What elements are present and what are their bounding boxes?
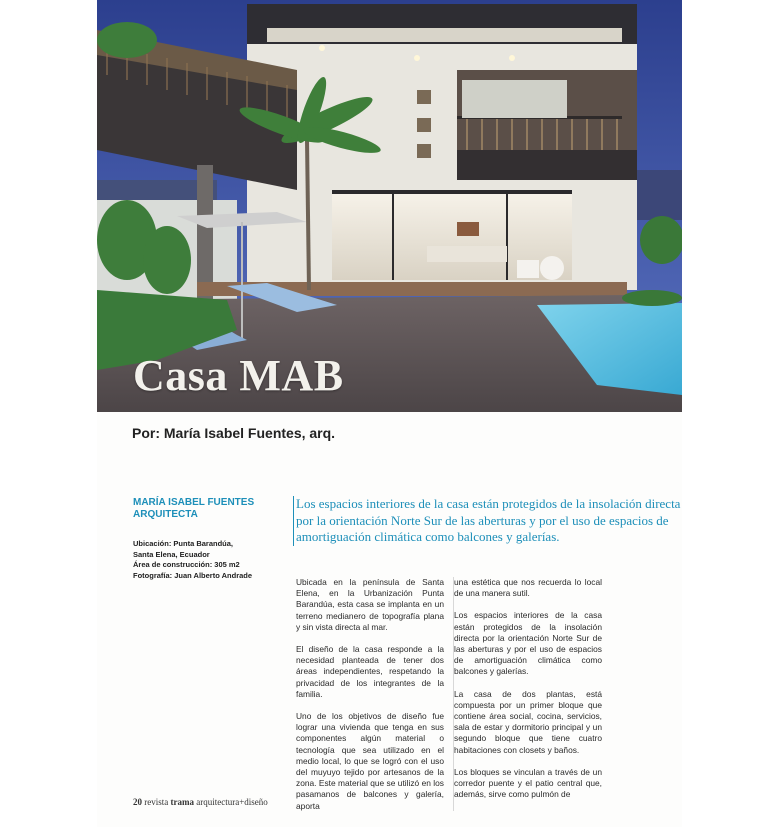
footer-trama: trama	[170, 797, 194, 807]
body-paragraph: una estética que nos recuerda lo local de una manera sutil.	[454, 577, 602, 599]
author-byline: Por: María Isabel Fuentes, arq.	[132, 425, 336, 441]
body-paragraph: Los bloques se vinculan a través de un corredor puente y el patio central que, además, sirve como pulmón de	[454, 766, 602, 800]
body-paragraph: El diseño de la casa responde a la necesidad planteada de tener dos áreas independientes, respetando la privacidad de los integrantes de la familia.	[296, 644, 444, 699]
footer-revista: revista	[144, 797, 169, 807]
author-name-line: MARÍA ISABEL FUENTES	[133, 497, 255, 508]
info-location: Ubicación: Punta Barandúa,	[133, 539, 234, 548]
body-paragraph: La casa de dos plantas, está compuesta por un primer bloque que contiene área social, cocina, servicios, sala de estar y dormitorio principal y un segundo bloque que tiene cuatro habitaciones con closets y baños.	[454, 688, 602, 755]
footer-section: arquitectura+diseño	[196, 797, 268, 807]
pull-quote-line: amortiguación climática como balcones y galerías.	[296, 529, 560, 544]
body-paragraph: Los espacios interiores de la casa están protegidos de la insolación directa por la orientación Norte Sur de las aberturas y por el uso de espacios de amortiguación climática como balcones y galerías.	[454, 610, 602, 677]
pull-quote-line: Los espacios interiores de la casa están protegidos de la insolación directa	[296, 496, 681, 511]
info-area: Área de construcción: 305 m2	[133, 560, 240, 569]
magazine-page	[97, 0, 682, 827]
project-sidebar	[133, 497, 283, 581]
info-photography: Fotografía: Juan Alberto Andrade	[133, 570, 253, 580]
project-info	[133, 539, 283, 581]
body-column-1	[296, 577, 444, 823]
author-name	[133, 497, 283, 521]
body-column-2	[453, 577, 602, 811]
body-paragraph: Ubicada en la península de Santa Elena, en la Urbanización Punta Barandúa, esta casa se implanta en un terreno medianero de topografía plana y sin vista directa al mar.	[296, 577, 444, 632]
page-footer	[133, 797, 268, 807]
info-location-city: Santa Elena, Ecuador	[133, 549, 210, 559]
page-number: 20	[133, 797, 142, 807]
pull-quote	[293, 496, 682, 546]
pull-quote-line: por la orientación Norte Sur de las aberturas y por el uso de espacios de	[296, 512, 669, 528]
author-role-line: ARQUITECTA	[133, 509, 198, 520]
body-paragraph: Uno de los objetivos de diseño fue lograr una vivienda que tenga en sus componentes algún material o tecnología que sea utilizado en el medio local, lo que se logró con el uso del muyuyo tejido por artesanos de la zona. Este material que se utilizó en los pasamanos de balcones y galería, aporta	[296, 711, 444, 811]
article-title: Casa MAB	[133, 351, 344, 400]
